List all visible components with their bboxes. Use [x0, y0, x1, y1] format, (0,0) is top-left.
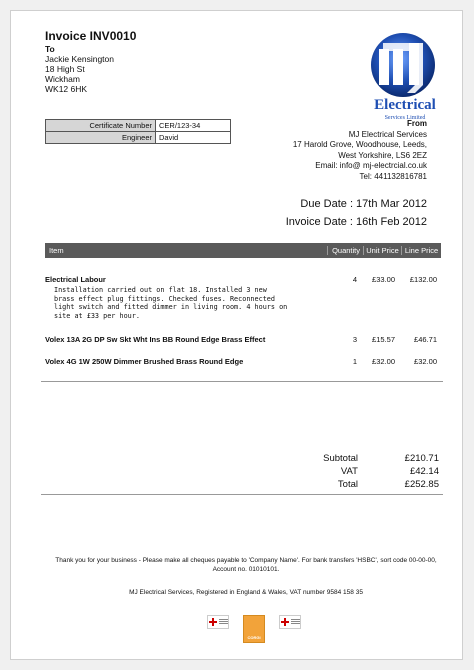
vat-label: VAT [340, 466, 358, 477]
logo-brand: Electrical [374, 97, 436, 113]
header-unit-price: Unit Price [363, 246, 401, 255]
engineer-value: David [156, 132, 231, 144]
engineer-row [46, 132, 231, 144]
sender-company: MJ Electrical Services [348, 129, 427, 139]
sender-tel: Tel: 441132816781 [359, 171, 427, 181]
certificate-number-label: Certificate Number [46, 120, 156, 132]
accreditation-badges [207, 615, 301, 643]
table-row [45, 357, 441, 366]
certificate-row [46, 120, 231, 132]
sender-address2: West Yorkshire, LS6 2EZ [338, 150, 427, 160]
item-description: Installation carried out on flat 18. Installed 3 new brass effect plug fittings. Checked fuses. Reconnected light switch and fitted dimmer in living room. 4 hours on site at £33 per hour. [54, 286, 288, 320]
header-line-price: Line Price [401, 246, 441, 255]
recipient-address [45, 44, 114, 94]
recipient-name: Jackie Kensington [45, 54, 114, 64]
certificate-number-value: CER/123-34 [156, 120, 231, 132]
total-label: Total [337, 479, 358, 490]
item-quantity: 3 [352, 335, 357, 344]
payment-note: Thank you for your business - Please make all cheques payable to 'Company Name'. For bank transfers 'HSBC', sort code 00-00-00, Account no. 01010101. [55, 557, 437, 573]
subtotal-value: £210.71 [404, 453, 439, 464]
registration-note: MJ Electrical Services, Registered in England & Wales, VAT number 9584 158 35 [129, 589, 363, 596]
logo-sub: Services Limited [384, 115, 426, 121]
invoice-dates [286, 195, 427, 231]
item-name: Volex 13A 2G DP Sw Skt Wht Ins BB Round Edge Brass Effect [45, 335, 266, 344]
items-table-header [45, 243, 441, 258]
to-label: To [45, 44, 55, 54]
table-row [45, 275, 441, 320]
accreditation-badge-icon [207, 615, 229, 629]
item-line-price: £32.00 [414, 357, 437, 366]
invoice-title: Invoice INV0010 [45, 29, 137, 43]
items-divider [41, 381, 443, 382]
total-row [311, 478, 439, 491]
vat-row [311, 465, 439, 478]
certificate-table [45, 119, 231, 144]
item-quantity: 4 [352, 275, 357, 284]
engineer-label: Engineer [46, 132, 156, 144]
totals-divider [41, 494, 443, 495]
item-quantity: 1 [352, 357, 357, 366]
item-name: Electrical Labour [45, 275, 106, 284]
subtotal-row [311, 452, 439, 465]
item-unit-price: £32.00 [372, 357, 395, 366]
company-logo [357, 29, 453, 121]
accreditation-badge-icon [279, 615, 301, 629]
recipient-line2: Wickham [45, 74, 80, 84]
item-unit-price: £15.57 [372, 335, 395, 344]
corgi-badge-icon: CORGI [243, 615, 265, 643]
table-row [45, 335, 441, 344]
invoice-date: Invoice Date : 16th Feb 2012 [285, 216, 427, 228]
sender-address [293, 119, 427, 182]
totals-block [311, 452, 439, 491]
header-item: Item [49, 246, 64, 255]
recipient-line3: WK12 6HK [45, 84, 88, 94]
vat-value: £42.14 [409, 466, 439, 477]
logo-graphic [357, 29, 453, 121]
item-name: Volex 4G 1W 250W Dimmer Brushed Brass Round Edge [45, 357, 244, 366]
item-line-price: £132.00 [409, 275, 437, 284]
sender-email: Email: info@ mj-electrcial.co.uk [315, 161, 427, 170]
due-date: Due Date : 17th Mar 2012 [300, 198, 427, 210]
invoice-page [10, 10, 463, 660]
subtotal-label: Subtotal [323, 453, 358, 464]
total-value: £252.85 [404, 479, 439, 490]
item-unit-price: £33.00 [372, 275, 395, 284]
recipient-line1: 18 High St [45, 64, 85, 74]
sender-address1: 17 Harold Grove, Woodhouse, Leeds, [292, 140, 427, 149]
item-line-price: £46.71 [414, 335, 437, 344]
header-quantity: Quantity [327, 246, 363, 255]
from-label: From [407, 119, 427, 128]
